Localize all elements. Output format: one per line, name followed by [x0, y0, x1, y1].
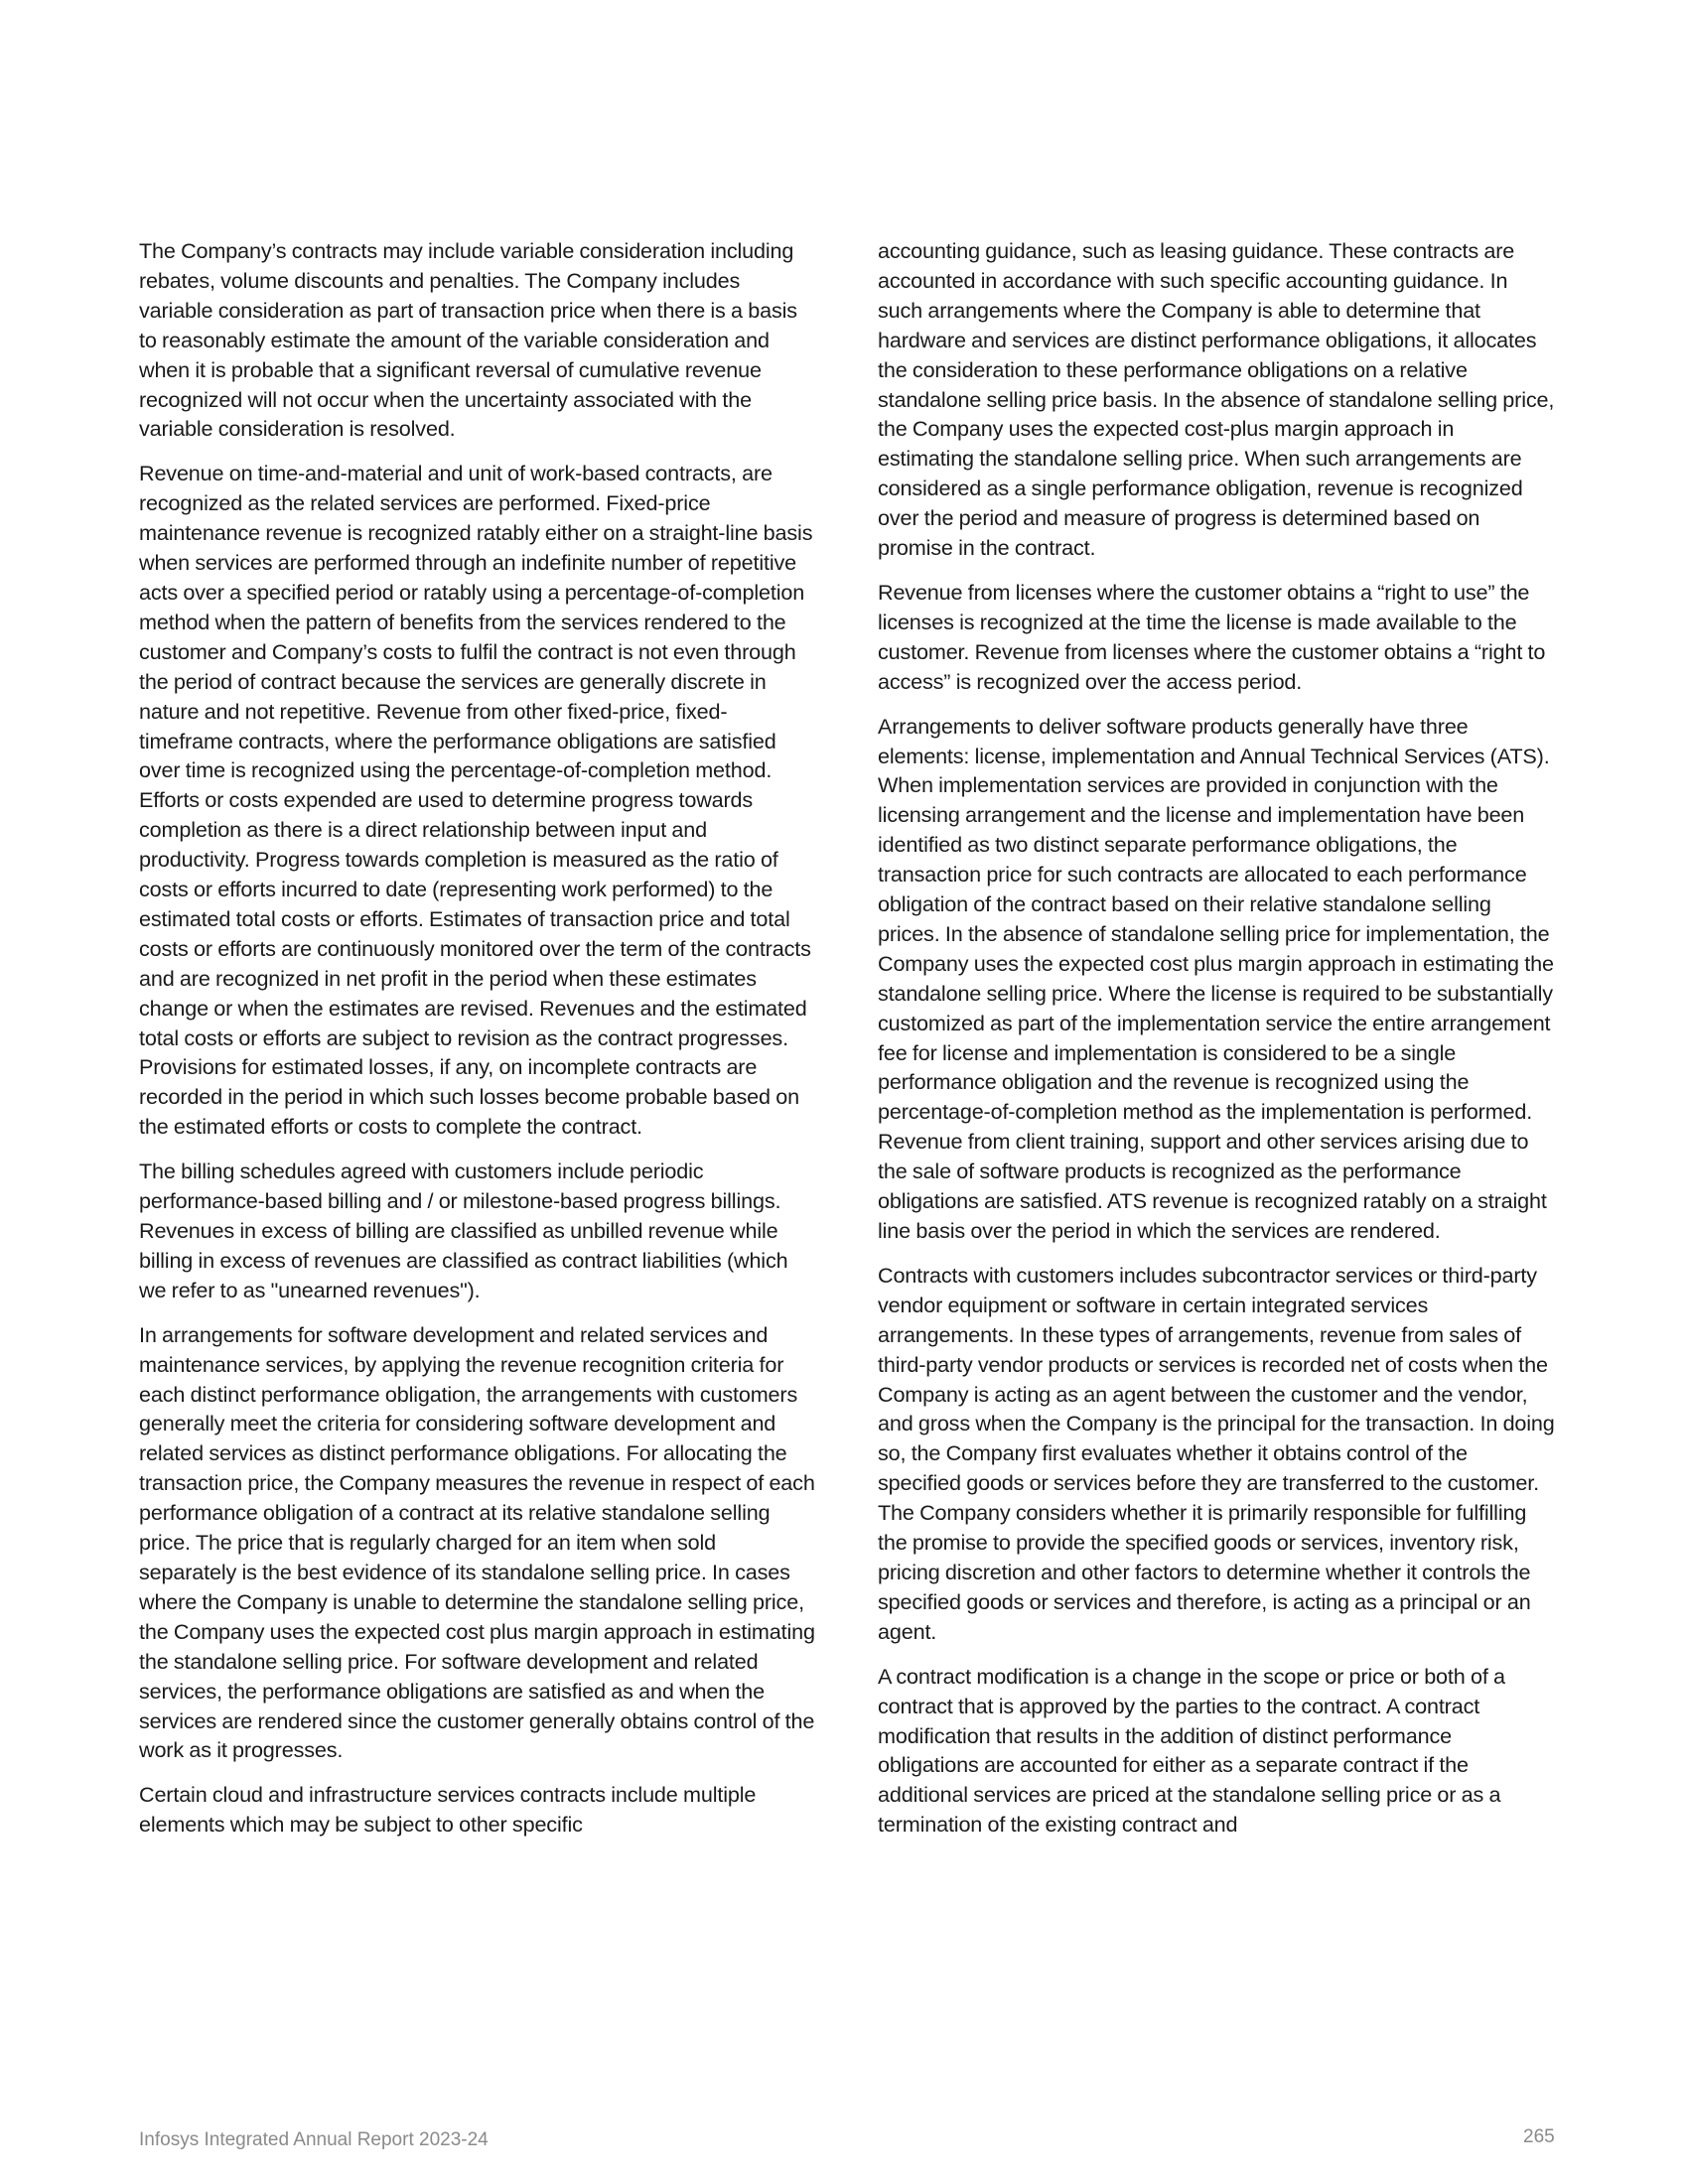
- right-column: [878, 236, 1555, 1854]
- paragraph-software-products: Arrangements to deliver software products generally have three elements: license, implementation and Annual Technical Services (ATS). When implementation services are provided in conjunction with the licensing arrangement and the license and implementation have been identified as two distinct separate performance obligations, the transaction price for such contracts are allocated to each performance obligation of the contract based on their relative standalone selling prices. In the absence of standalone selling price for implementation, the Company uses the expected cost plus margin approach in estimating the standalone selling price. Where the license is required to be substantially customized as part of the implementation service the entire arrangement fee for license and implementation is considered to be a single performance obligation and the revenue is recognized using the percentage-of-completion method as the implementation is performed. Revenue from client training, support and other services arising due to the sale of software products is recognized as the performance obligations are satisfied. ATS revenue is recognized ratably on a straight line basis over the period in which the services are rendered.: [878, 713, 1554, 1243]
- paragraph-billing-schedules: The billing schedules agreed with customers include periodic performance-based billing and / or milestone-based progress billings. Revenues in excess of billing are classified as unbilled revenue while billing in excess of revenues are classified as contract liabilities (which we refer to as "unearned revenues").: [139, 1159, 788, 1302]
- footer-report-title: Infosys Integrated Annual Report 2023-24: [139, 2129, 489, 2150]
- left-column: [139, 236, 816, 1854]
- paragraph-license-revenue: Revenue from licenses where the customer obtains a “right to use” the licenses is recognized at the time the license is made available to the customer. Revenue from licenses where the customer obtains a “right to access” is recognized over the access period.: [878, 579, 1546, 694]
- paragraph-contract-modification: A contract modification is a change in the scope or price or both of a contract that is approved by the parties to the contract. A contract modification that results in the addition of distinct performance obligations are accounted for either as a separate contract if the additional services are priced at the standalone selling price or as a termination of the existing contract and: [878, 1663, 1505, 1838]
- paragraph-software-development-arrangements: In arrangements for software development and related services and maintenance services, by applying the revenue recognition criteria for each distinct performance obligation, the arrangements with customers generally meet the criteria for considering software development and related services as distinct performance obligations. For allocating the transaction price, the Company measures the revenue in respect of each performance obligation of a contract at its relative standalone selling price. The price that is regularly charged for an item when sold separately is the best evidence of its standalone selling price. In cases where the Company is unable to determine the standalone selling price, the Company uses the expected cost plus margin approach in estimating the standalone selling price. For software development and related services, the performance obligations are satisfied as and when the services are rendered since the customer generally obtains control of the work as it progresses.: [139, 1321, 815, 1763]
- paragraph-variable-consideration: The Company’s contracts may include variable consideration including rebates, volume discounts and penalties. The Company includes variable consideration as part of transaction price when there is a basis to reasonably estimate the amount of the variable consideration and when it is probable that a significant reversal of cumulative revenue recognized will not occur when the uncertainty associated with the variable consideration is resolved.: [139, 238, 797, 442]
- paragraph-third-party-vendor: Contracts with customers includes subcontractor services or third-party vendor equipment or software in certain integrated services arrangements. In these types of arrangements, revenue from sales of third-party vendor products or services is recorded net of costs when the Company is acting as an agent between the customer and the vendor, and gross when the Company is the principal for the transaction. In doing so, the Company first evaluates whether it obtains control of the specified goods or services before they are transferred to the customer. The Company considers whether it is primarily responsible for fulfilling the promise to provide the specified goods or services, inventory risk, pricing discretion and other factors to determine whether it controls the specified goods or services and therefore, is acting as a principal or an agent.: [878, 1262, 1555, 1644]
- paragraph-time-and-material-revenue: Revenue on time-and-material and unit of work-based contracts, are recognized as the related services are performed. Fixed-price maintenance revenue is recognized ratably either on a straight-line basis when services are performed through an indefinite number of repetitive acts over a specified period or ratably using a percentage-of-completion method when the pattern of benefits from the services rendered to the customer and Company’s costs to fulfil the contract is not even through the period of contract because the services are generally discrete in nature and not repetitive. Revenue from other fixed-price, fixed-timeframe contracts, where the performance obligations are satisfied over time is recognized using the percentage-of-completion method. Efforts or costs expended are used to determine progress towards completion as there is a direct relationship between input and productivity. Progress towards completion is measured as the ratio of costs or efforts incurred to date (representing work performed) to the estimated total costs or efforts. Estimates of transaction price and total costs or efforts are continuously monitored over the term of the contracts and are recognized in net profit in the period when these estimates change or when the estimates are revised. Revenues and the estimated total costs or efforts are subject to revision as the contract progresses. Provisions for estimated losses, if any, on incomplete contracts are recorded in the period in which such losses become probable based on the estimated efforts or costs to complete the contract.: [139, 461, 813, 1140]
- paragraph-cloud-infrastructure-contracts: Certain cloud and infrastructure services contracts include multiple elements which may be subject to other specific: [139, 1782, 757, 1838]
- paragraph-leasing-guidance: accounting guidance, such as leasing guidance. These contracts are accounted in accordance with such specific accounting guidance. In such arrangements where the Company is able to determine that hardware and services are distinct performance obligations, it allocates the consideration to these performance obligations on a relative standalone selling price basis. In the absence of standalone selling price, the Company uses the expected cost-plus margin approach in estimating the standalone selling price. When such arrangements are considered as a single performance obligation, revenue is recognized over the period and measure of progress is determined based on promise in the contract.: [878, 238, 1555, 561]
- footer-page-number: 265: [1523, 2126, 1555, 2147]
